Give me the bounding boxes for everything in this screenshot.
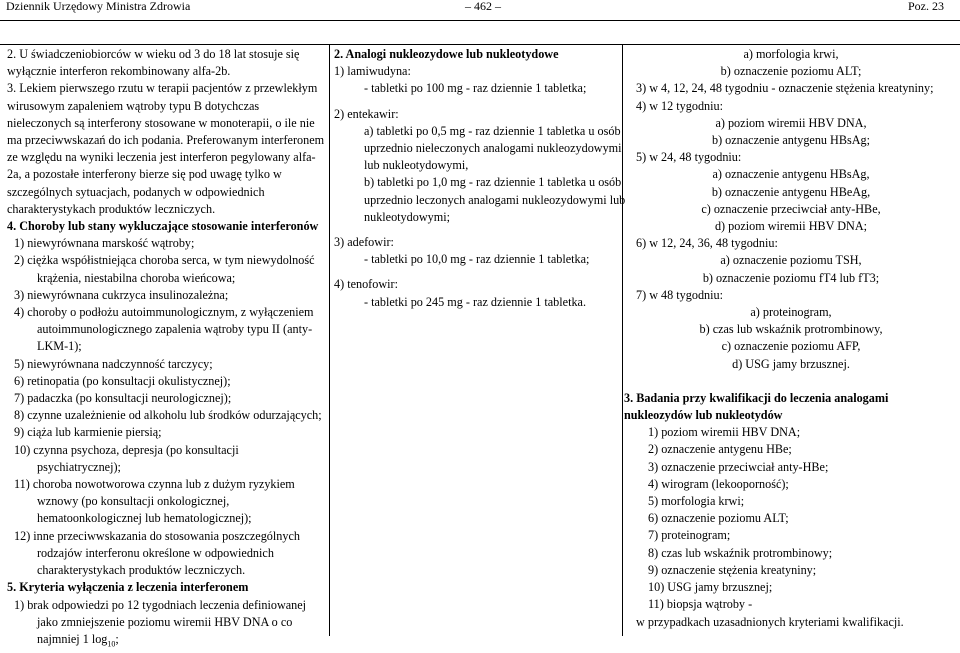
qualification-test-item: 8) czas lub wskaźnik protrombinowy; bbox=[648, 545, 833, 560]
entecavir-label: 2) entekawir: bbox=[334, 106, 399, 121]
section-5-item-1-end: ; bbox=[115, 631, 119, 646]
mon-line-2: b) oznaczenie poziomu ALT; bbox=[720, 64, 862, 79]
qualification-test-item: 2) oznaczenie antygenu HBe; bbox=[648, 442, 792, 457]
section-3-last: w przypadkach uzasadnionych kryteriami kwalifikacji. bbox=[636, 614, 904, 629]
mon-line-11: d) poziom wiremii HBV DNA; bbox=[714, 219, 868, 234]
qualification-test-item: 11) biopsja wątroby - bbox=[648, 597, 753, 612]
exclusion-item: 10) czynna psychoza, depresja (po konsultacji psychiatrycznej); bbox=[14, 442, 239, 474]
section-5-title: 5. Kryteria wyłączenia z leczenia interferonem bbox=[7, 580, 249, 595]
mon-line-7: 5) w 24, 48 tygodniu: bbox=[636, 150, 742, 165]
column-monitoring bbox=[624, 46, 958, 631]
exclusion-item: 12) inne przeciwwskazania do stosowania poszczególnych rodzajów interferonu określone w odpowiednich charakterystykach produktów leczniczych. bbox=[14, 528, 300, 578]
qualification-test-item: 10) USG jamy brzusznej; bbox=[648, 580, 773, 595]
mon-line-8: a) oznaczenie antygenu HBsAg, bbox=[712, 167, 870, 182]
section-5-item-1 bbox=[7, 597, 325, 653]
mon-line-14: b) oznaczenie poziomu fT4 lub fT3; bbox=[702, 270, 880, 285]
exclusion-item: 11) choroba nowotworowa czynna lub z dużym ryzykiem wznowy (po konsultacji onkologicznej, hematoonkologicznej lub hematologicznej); bbox=[14, 477, 295, 526]
qualification-test-item: 1) poziom wiremii HBV DNA; bbox=[648, 425, 801, 440]
exclusion-item: 5) niewyrównana nadczynność tarczycy; bbox=[14, 356, 213, 371]
mon-line-18: c) oznaczenie poziomu AFP, bbox=[721, 339, 861, 354]
position-number: Poz. 23 bbox=[908, 0, 944, 13]
item-3-text: 3. Lekiem pierwszego rzutu w terapii pacjentów z przewlekłym wirusowym zapaleniem wątroby typu B dotychczas nieleczonych są interferony stosowane w monoterapii, o ile nie ma przeciwwskazań do ich podania. Preferowanym interferonem ze względu na wyniki leczenia jest interferon pegylowany alfa-2a, a pozostałe interferony bierze się pod uwagę tylko w szczególnych sytuacjach, podanych w odpowiednich charakterystykach produktów leczniczych. bbox=[7, 81, 325, 216]
mon-line-6: b) oznaczenie antygenu HBsAg; bbox=[711, 133, 871, 148]
section-4-list bbox=[7, 235, 325, 579]
section-5-item-1-text: 1) brak odpowiedzi po 12 tygodniach leczenia definiowanej jako zmniejszenie poziomu wiremii HBV DNA o co najmniej 1 log bbox=[14, 597, 307, 646]
mon-line-13: a) oznaczenie poziomu TSH, bbox=[720, 253, 862, 268]
mon-line-17: b) czas lub wskaźnik protrombinowy, bbox=[699, 322, 883, 337]
qualification-test-item: 9) oznaczenie stężenia kreatyniny; bbox=[648, 562, 817, 577]
journal-title: Dziennik Urzędowy Ministra Zdrowia bbox=[6, 0, 191, 13]
mon-line-1: a) morfologia krwi, bbox=[743, 47, 839, 61]
item-2-text: 2. U świadczeniobiorców w wieku od 3 do 18 lat stosuje się wyłącznie interferon rekombinowany alfa-2b. bbox=[7, 47, 300, 79]
exclusion-item: 7) padaczka (po konsultacji neurologicznej); bbox=[14, 391, 232, 406]
mon-line-19: d) USG jamy brzusznej. bbox=[732, 356, 850, 371]
mon-line-3: 3) w 4, 12, 24, 48 tygodniu - oznaczenie stężenia kreatyniny; bbox=[636, 81, 934, 96]
section-3-list bbox=[624, 424, 958, 613]
mon-line-4: 4) w 12 tygodniu: bbox=[636, 98, 724, 113]
analogs-title: 2. Analogi nukleozydowe lub nukleotydowe bbox=[334, 47, 559, 61]
exclusion-item: 8) czynne uzależnienie od alkoholu lub środków odurzających; bbox=[14, 408, 322, 423]
adefovir-label: 3) adefowir: bbox=[334, 235, 394, 250]
lamivudine-dose: - tabletki po 100 mg - raz dziennie 1 tabletka; bbox=[364, 81, 587, 96]
exclusion-item: 4) choroby o podłożu autoimmunologicznym, z wyłączeniem autoimmunologicznego zapalenia wątroby typu II (anty-LKM-1); bbox=[14, 305, 314, 354]
qualification-test-item: 4) wirogram (lekooporność); bbox=[648, 476, 789, 491]
column-drugs bbox=[334, 46, 627, 311]
entecavir-dose-a: a) tabletki po 0,5 mg - raz dziennie 1 tabletka u osób uprzednio nieleczonych analogami nukleozydowymi lub nukleotydowymi, bbox=[364, 123, 622, 173]
mon-line-15: 7) w 48 tygodniu: bbox=[636, 287, 724, 302]
mon-line-12: 6) w 12, 24, 36, 48 tygodniu: bbox=[636, 236, 778, 251]
page-number: – 462 – bbox=[465, 0, 501, 13]
exclusion-item: 1) niewyrównana marskość wątroby; bbox=[14, 236, 195, 251]
tenofovir-dose: - tabletki po 245 mg - raz dziennie 1 tabletka. bbox=[364, 294, 587, 309]
table-top-rule bbox=[0, 44, 960, 45]
exclusion-item: 3) niewyrównana cukrzyca insulinozależna; bbox=[14, 287, 229, 302]
exclusion-item: 2) ciężka współistniejąca choroba serca, w tym niewydolność krążenia, niestabilna choroba wieńcowa; bbox=[14, 253, 315, 285]
mon-line-10: c) oznaczenie przeciwciał anty-HBe, bbox=[701, 201, 881, 216]
log-subscript: 10 bbox=[107, 639, 116, 649]
page-header bbox=[0, 0, 960, 20]
adefovir-dose: - tabletki po 10,0 mg - raz dziennie 1 tabletka; bbox=[364, 252, 590, 267]
section-3-title: 3. Badania przy kwalifikacji do leczenia analogami nukleozydów lub nukleotydów bbox=[624, 390, 889, 423]
tenofovir-label: 4) tenofowir: bbox=[334, 277, 398, 292]
exclusion-item: 6) retinopatia (po konsultacji okulistycznej); bbox=[14, 373, 231, 388]
mon-line-9: b) oznaczenie antygenu HBeAg, bbox=[711, 184, 871, 199]
entecavir-dose-b: b) tabletki po 1,0 mg - raz dziennie 1 tabletka u osób uprzednio leczonych analogami nukleozydowymi lub nukleotydowymi; bbox=[364, 175, 626, 224]
section-4-title: 4. Choroby lub stany wykluczające stosowanie interferonów bbox=[7, 219, 319, 234]
qualification-test-item: 3) oznaczenie przeciwciał anty-HBe; bbox=[648, 459, 829, 474]
qualification-test-item: 5) morfologia krwi; bbox=[648, 494, 745, 509]
header-rule bbox=[0, 20, 960, 21]
column-treatment bbox=[7, 46, 325, 653]
qualification-test-item: 6) oznaczenie poziomu ALT; bbox=[648, 511, 789, 526]
exclusion-item: 9) ciąża lub karmienie piersią; bbox=[14, 425, 162, 440]
column-divider-1 bbox=[329, 44, 330, 636]
mon-line-5: a) poziom wiremii HBV DNA, bbox=[715, 115, 867, 130]
qualification-test-item: 7) proteinogram; bbox=[648, 528, 731, 543]
lamivudine-label: 1) lamiwudyna: bbox=[334, 64, 411, 79]
mon-line-16: a) proteinogram, bbox=[750, 305, 832, 320]
